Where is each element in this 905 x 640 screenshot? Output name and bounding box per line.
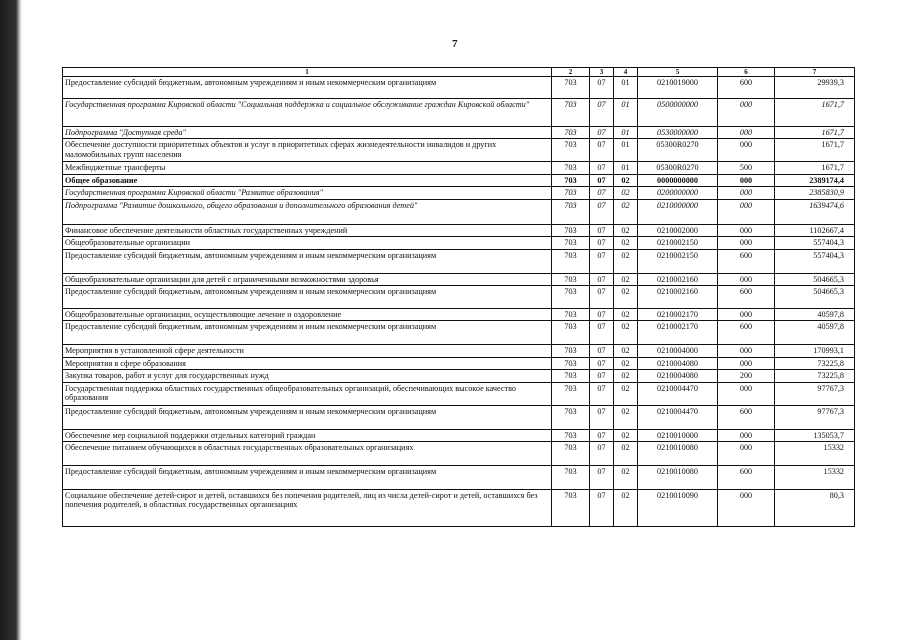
table-row bbox=[63, 370, 855, 382]
row-code-cell: 703 bbox=[552, 308, 590, 320]
row-target-article-cell: 0210010080 bbox=[638, 442, 718, 466]
row-name-cell: Финансовое обеспечение деятельности областных государственных учреждений bbox=[63, 224, 552, 236]
row-expense-type-cell: 500 bbox=[718, 162, 775, 174]
row-code-cell: 703 bbox=[552, 405, 590, 429]
row-section-cell: 07 bbox=[590, 321, 614, 345]
row-subsection-cell: 01 bbox=[614, 127, 638, 139]
table-row bbox=[63, 405, 855, 429]
row-amount-cell: 1671,7 bbox=[775, 99, 855, 127]
header-col-3: 3 bbox=[590, 68, 614, 77]
row-target-article-cell: 0500000000 bbox=[638, 99, 718, 127]
table-row bbox=[63, 308, 855, 320]
row-expense-type-cell: 000 bbox=[718, 139, 775, 162]
row-code-cell: 703 bbox=[552, 77, 590, 99]
row-section-cell: 07 bbox=[590, 308, 614, 320]
row-name-cell: Обеспечение мер социальной поддержки отдельных категорий граждан bbox=[63, 429, 552, 441]
row-subsection-cell: 02 bbox=[614, 442, 638, 466]
row-subsection-cell: 02 bbox=[614, 345, 638, 357]
row-target-article-cell: 0210002160 bbox=[638, 273, 718, 285]
row-expense-type-cell: 600 bbox=[718, 466, 775, 490]
row-section-cell: 07 bbox=[590, 77, 614, 99]
row-target-article-cell: 0210000000 bbox=[638, 199, 718, 224]
row-subsection-cell: 01 bbox=[614, 162, 638, 174]
row-expense-type-cell: 000 bbox=[718, 345, 775, 357]
row-section-cell: 07 bbox=[590, 99, 614, 127]
row-section-cell: 07 bbox=[590, 382, 614, 405]
row-expense-type-cell: 000 bbox=[718, 442, 775, 466]
row-amount-cell: 97767,3 bbox=[775, 382, 855, 405]
row-target-article-cell: 0210004470 bbox=[638, 405, 718, 429]
row-code-cell: 703 bbox=[552, 273, 590, 285]
row-amount-cell: 557404,3 bbox=[775, 249, 855, 273]
row-code-cell: 703 bbox=[552, 490, 590, 527]
row-name-cell: Обеспечение питанием обучающихся в областных государственных образовательных организациях bbox=[63, 442, 552, 466]
row-name-cell: Общеобразовательные организации bbox=[63, 237, 552, 249]
table-row bbox=[63, 345, 855, 357]
row-expense-type-cell: 000 bbox=[718, 127, 775, 139]
row-target-article-cell: 0210019000 bbox=[638, 77, 718, 99]
row-name-cell: Межбюджетные трансферты bbox=[63, 162, 552, 174]
table-row bbox=[63, 99, 855, 127]
table-row bbox=[63, 174, 855, 186]
row-section-cell: 07 bbox=[590, 285, 614, 308]
row-target-article-cell: 05300R0270 bbox=[638, 162, 718, 174]
table-row bbox=[63, 285, 855, 308]
row-code-cell: 703 bbox=[552, 429, 590, 441]
header-col-2: 2 bbox=[552, 68, 590, 77]
row-subsection-cell: 02 bbox=[614, 187, 638, 199]
row-expense-type-cell: 000 bbox=[718, 382, 775, 405]
row-expense-type-cell: 600 bbox=[718, 405, 775, 429]
row-expense-type-cell: 000 bbox=[718, 187, 775, 199]
row-name-cell: Предоставление субсидий бюджетным, автономным учреждениям и иным некоммерческим организациям bbox=[63, 285, 552, 308]
row-subsection-cell: 02 bbox=[614, 466, 638, 490]
row-target-article-cell: 0210004470 bbox=[638, 382, 718, 405]
table-row bbox=[63, 321, 855, 345]
row-target-article-cell: 0200000000 bbox=[638, 187, 718, 199]
row-expense-type-cell: 000 bbox=[718, 273, 775, 285]
row-target-article-cell: 0210004000 bbox=[638, 345, 718, 357]
scan-edge-shadow bbox=[0, 0, 22, 640]
row-subsection-cell: 02 bbox=[614, 370, 638, 382]
row-section-cell: 07 bbox=[590, 249, 614, 273]
row-target-article-cell: 0000000000 bbox=[638, 174, 718, 186]
row-name-cell: Общее образование bbox=[63, 174, 552, 186]
row-expense-type-cell: 600 bbox=[718, 321, 775, 345]
row-target-article-cell: 0210002170 bbox=[638, 308, 718, 320]
table-row bbox=[63, 139, 855, 162]
row-target-article-cell: 0210010000 bbox=[638, 429, 718, 441]
row-expense-type-cell: 000 bbox=[718, 224, 775, 236]
row-amount-cell: 2385830,9 bbox=[775, 187, 855, 199]
header-col-1: 1 bbox=[63, 68, 552, 77]
row-amount-cell: 557404,3 bbox=[775, 237, 855, 249]
row-amount-cell: 97767,3 bbox=[775, 405, 855, 429]
row-subsection-cell: 02 bbox=[614, 273, 638, 285]
row-target-article-cell: 0210002000 bbox=[638, 224, 718, 236]
row-name-cell: Предоставление субсидий бюджетным, автономным учреждениям и иным некоммерческим организациям bbox=[63, 249, 552, 273]
row-expense-type-cell: 000 bbox=[718, 199, 775, 224]
table-header-row bbox=[63, 68, 855, 77]
row-amount-cell: 1671,7 bbox=[775, 139, 855, 162]
row-code-cell: 703 bbox=[552, 249, 590, 273]
row-subsection-cell: 02 bbox=[614, 308, 638, 320]
table-row bbox=[63, 273, 855, 285]
row-name-cell: Предоставление субсидий бюджетным, автономным учреждениям и иным некоммерческим организациям bbox=[63, 405, 552, 429]
row-expense-type-cell: 000 bbox=[718, 237, 775, 249]
row-section-cell: 07 bbox=[590, 237, 614, 249]
row-expense-type-cell: 000 bbox=[718, 490, 775, 527]
row-expense-type-cell: 000 bbox=[718, 357, 775, 369]
row-section-cell: 07 bbox=[590, 273, 614, 285]
table-row bbox=[63, 224, 855, 236]
row-code-cell: 703 bbox=[552, 237, 590, 249]
row-code-cell: 703 bbox=[552, 370, 590, 382]
row-name-cell: Государственная программа Кировской области "Социальная поддержка и социальное обслуживание граждан Кировской области" bbox=[63, 99, 552, 127]
row-subsection-cell: 02 bbox=[614, 429, 638, 441]
row-target-article-cell: 0210004080 bbox=[638, 357, 718, 369]
row-code-cell: 703 bbox=[552, 357, 590, 369]
row-name-cell: Государственная программа Кировской области "Развитие образования" bbox=[63, 187, 552, 199]
row-target-article-cell: 0210010080 bbox=[638, 466, 718, 490]
row-expense-type-cell: 600 bbox=[718, 285, 775, 308]
row-section-cell: 07 bbox=[590, 174, 614, 186]
row-subsection-cell: 02 bbox=[614, 405, 638, 429]
row-name-cell: Общеобразовательные организации для детей с ограниченными возможностями здоровья bbox=[63, 273, 552, 285]
table-row bbox=[63, 199, 855, 224]
row-code-cell: 703 bbox=[552, 139, 590, 162]
row-code-cell: 703 bbox=[552, 345, 590, 357]
row-code-cell: 703 bbox=[552, 174, 590, 186]
row-target-article-cell: 0210002160 bbox=[638, 285, 718, 308]
row-name-cell: Закупка товаров, работ и услуг для государственных нужд bbox=[63, 370, 552, 382]
row-amount-cell: 135053,7 bbox=[775, 429, 855, 441]
row-expense-type-cell: 000 bbox=[718, 429, 775, 441]
row-code-cell: 703 bbox=[552, 199, 590, 224]
row-section-cell: 07 bbox=[590, 162, 614, 174]
row-target-article-cell: 0210002150 bbox=[638, 237, 718, 249]
row-amount-cell: 1671,7 bbox=[775, 162, 855, 174]
row-amount-cell: 15332 bbox=[775, 442, 855, 466]
row-section-cell: 07 bbox=[590, 224, 614, 236]
row-expense-type-cell: 600 bbox=[718, 249, 775, 273]
row-name-cell: Предоставление субсидий бюджетным, автономным учреждениям и иным некоммерческим организациям bbox=[63, 321, 552, 345]
row-subsection-cell: 02 bbox=[614, 174, 638, 186]
row-subsection-cell: 02 bbox=[614, 249, 638, 273]
row-subsection-cell: 01 bbox=[614, 139, 638, 162]
table-row bbox=[63, 77, 855, 99]
table-row bbox=[63, 429, 855, 441]
row-subsection-cell: 02 bbox=[614, 224, 638, 236]
table-row bbox=[63, 466, 855, 490]
row-code-cell: 703 bbox=[552, 187, 590, 199]
row-subsection-cell: 01 bbox=[614, 99, 638, 127]
row-amount-cell: 73225,8 bbox=[775, 370, 855, 382]
row-name-cell: Подпрограмма "Развитие дошкольного, общего образования и дополнительного образования детей" bbox=[63, 199, 552, 224]
row-expense-type-cell: 000 bbox=[718, 174, 775, 186]
row-name-cell: Обеспечение доступности приоритетных объектов и услуг в приоритетных сферах жизнедеятельности инвалидов и других маломобильных групп населения bbox=[63, 139, 552, 162]
row-expense-type-cell: 200 bbox=[718, 370, 775, 382]
row-section-cell: 07 bbox=[590, 127, 614, 139]
row-target-article-cell: 0210002150 bbox=[638, 249, 718, 273]
row-amount-cell: 1102667,4 bbox=[775, 224, 855, 236]
table-row bbox=[63, 357, 855, 369]
row-target-article-cell: 0210002170 bbox=[638, 321, 718, 345]
row-subsection-cell: 02 bbox=[614, 285, 638, 308]
row-code-cell: 703 bbox=[552, 99, 590, 127]
row-name-cell: Предоставление субсидий бюджетным, автономным учреждениям и иным некоммерческим организациям bbox=[63, 77, 552, 99]
row-amount-cell: 29939,3 bbox=[775, 77, 855, 99]
row-code-cell: 703 bbox=[552, 442, 590, 466]
row-target-article-cell: 0210010090 bbox=[638, 490, 718, 527]
row-subsection-cell: 02 bbox=[614, 382, 638, 405]
row-section-cell: 07 bbox=[590, 405, 614, 429]
row-expense-type-cell: 000 bbox=[718, 99, 775, 127]
row-amount-cell: 170993,1 bbox=[775, 345, 855, 357]
row-name-cell: Подпрограмма "Доступная среда" bbox=[63, 127, 552, 139]
table-row bbox=[63, 127, 855, 139]
row-section-cell: 07 bbox=[590, 187, 614, 199]
row-section-cell: 07 bbox=[590, 490, 614, 527]
row-section-cell: 07 bbox=[590, 429, 614, 441]
table-row bbox=[63, 187, 855, 199]
table-row bbox=[63, 237, 855, 249]
row-code-cell: 703 bbox=[552, 224, 590, 236]
row-amount-cell: 504665,3 bbox=[775, 273, 855, 285]
table-row bbox=[63, 249, 855, 273]
header-col-6: 6 bbox=[718, 68, 775, 77]
table-row bbox=[63, 490, 855, 527]
row-section-cell: 07 bbox=[590, 442, 614, 466]
row-amount-cell: 40597,8 bbox=[775, 308, 855, 320]
row-amount-cell: 15332 bbox=[775, 466, 855, 490]
row-code-cell: 703 bbox=[552, 382, 590, 405]
row-amount-cell: 1639474,6 bbox=[775, 199, 855, 224]
row-amount-cell: 504665,3 bbox=[775, 285, 855, 308]
row-subsection-cell: 02 bbox=[614, 357, 638, 369]
row-name-cell: Социальное обеспечение детей-сирот и детей, оставшихся без попечения родителей, лиц из числа детей-сирот и детей, оставшихся без попечения родителей, в областных государственных организациях bbox=[63, 490, 552, 527]
row-amount-cell: 80,3 bbox=[775, 490, 855, 527]
row-name-cell: Мероприятия в сфере образования bbox=[63, 357, 552, 369]
row-code-cell: 703 bbox=[552, 162, 590, 174]
row-amount-cell: 40597,8 bbox=[775, 321, 855, 345]
row-subsection-cell: 01 bbox=[614, 77, 638, 99]
row-subsection-cell: 02 bbox=[614, 490, 638, 527]
row-amount-cell: 73225,8 bbox=[775, 357, 855, 369]
row-code-cell: 703 bbox=[552, 466, 590, 490]
row-name-cell: Предоставление субсидий бюджетным, автономным учреждениям и иным некоммерческим организациям bbox=[63, 466, 552, 490]
row-amount-cell: 1671,7 bbox=[775, 127, 855, 139]
row-section-cell: 07 bbox=[590, 345, 614, 357]
row-section-cell: 07 bbox=[590, 370, 614, 382]
row-expense-type-cell: 000 bbox=[718, 308, 775, 320]
row-target-article-cell: 0210004080 bbox=[638, 370, 718, 382]
row-code-cell: 703 bbox=[552, 285, 590, 308]
row-section-cell: 07 bbox=[590, 357, 614, 369]
row-subsection-cell: 02 bbox=[614, 237, 638, 249]
budget-table bbox=[62, 67, 855, 527]
row-name-cell: Общеобразовательные организации, осуществляющие лечение и оздоровление bbox=[63, 308, 552, 320]
row-subsection-cell: 02 bbox=[614, 321, 638, 345]
row-name-cell: Мероприятия в установленной сфере деятельности bbox=[63, 345, 552, 357]
row-target-article-cell: 05300R0270 bbox=[638, 139, 718, 162]
row-target-article-cell: 0530000000 bbox=[638, 127, 718, 139]
row-section-cell: 07 bbox=[590, 139, 614, 162]
row-code-cell: 703 bbox=[552, 127, 590, 139]
table-row bbox=[63, 382, 855, 405]
header-col-7: 7 bbox=[775, 68, 855, 77]
page-number: 7 bbox=[452, 38, 458, 50]
header-col-4: 4 bbox=[614, 68, 638, 77]
header-col-5: 5 bbox=[638, 68, 718, 77]
table-row bbox=[63, 442, 855, 466]
row-code-cell: 703 bbox=[552, 321, 590, 345]
row-amount-cell: 2389174,4 bbox=[775, 174, 855, 186]
row-section-cell: 07 bbox=[590, 199, 614, 224]
row-section-cell: 07 bbox=[590, 466, 614, 490]
row-name-cell: Государственная поддержка областных государственных общеобразовательных организаций, обеспечивающих высокое качество образования bbox=[63, 382, 552, 405]
row-subsection-cell: 02 bbox=[614, 199, 638, 224]
table-row bbox=[63, 162, 855, 174]
row-expense-type-cell: 600 bbox=[718, 77, 775, 99]
